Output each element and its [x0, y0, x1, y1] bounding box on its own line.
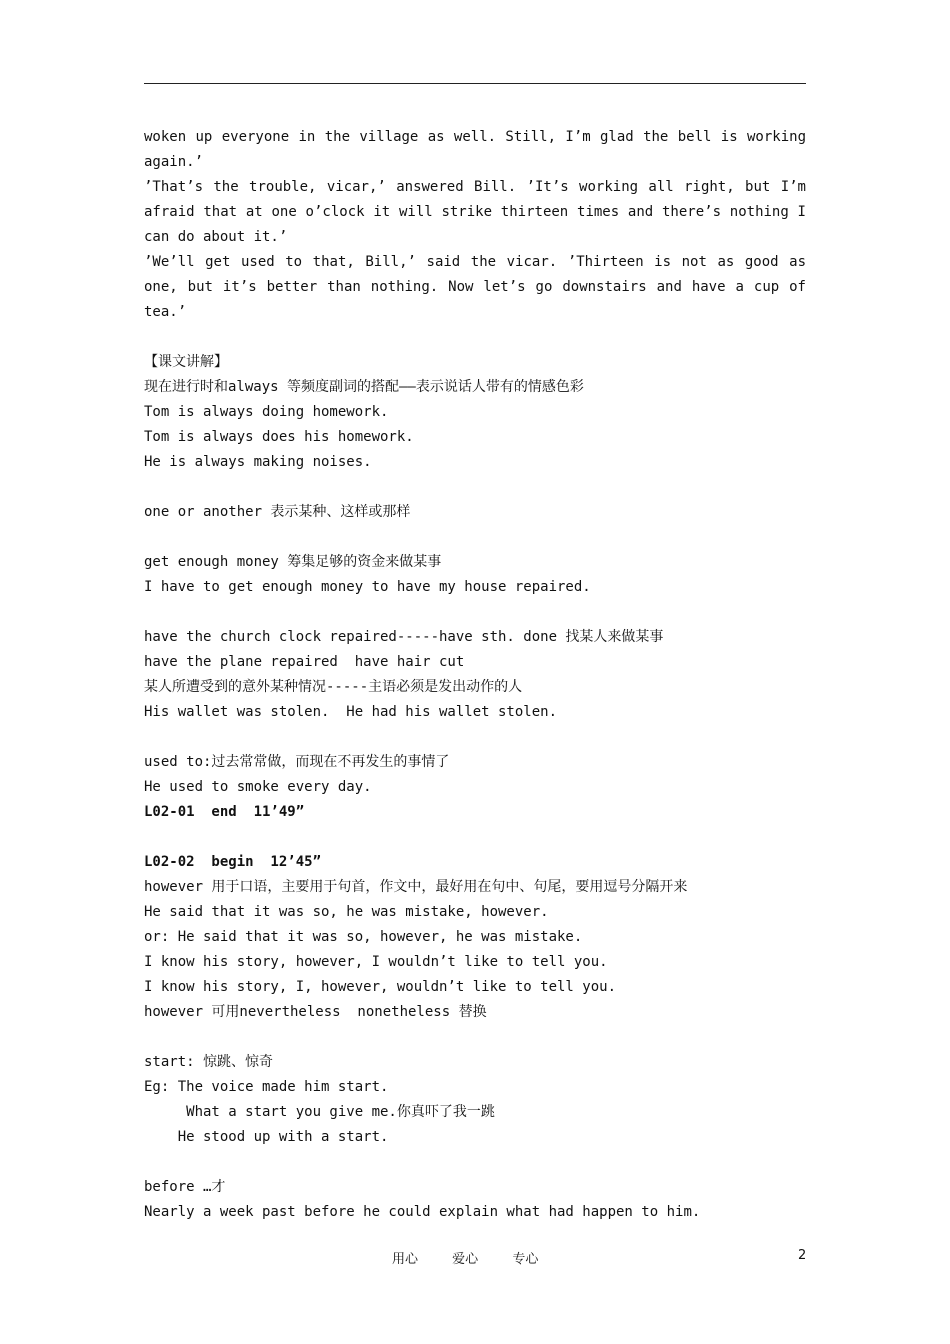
text-line: woken up everyone in the village as well. Still, I’m glad the bell is working — [144, 129, 806, 145]
blank-line — [144, 525, 806, 550]
footer-motto-1: 用心 — [392, 1252, 419, 1267]
text-line: used to:过去常常做，而现在不再发生的事情了 — [144, 754, 450, 770]
text-line: again.’ — [144, 154, 204, 170]
section-marker: L02-01 end 11’49” — [144, 804, 305, 820]
blank-line — [144, 475, 806, 500]
text-line: have the plane repaired have hair cut — [144, 654, 465, 670]
header-rule — [144, 83, 806, 84]
text-line: or: He said that it was so, however, he was mistake. — [144, 929, 583, 945]
page-number: 2 — [798, 1248, 807, 1263]
text-line: He is always making noises. — [144, 454, 372, 470]
footer-motto-2: 爱心 — [452, 1252, 479, 1267]
text-line: get enough money 筹集足够的资金来做某事 — [144, 554, 442, 570]
text-line: however 可用nevertheless nonetheless 替换 — [144, 1004, 487, 1020]
text-line: Tom is always does his homework. — [144, 429, 414, 445]
footer-motto — [392, 1248, 568, 1267]
text-line: He said that it was so, he was mistake, however. — [144, 904, 549, 920]
footer-motto-3: 专心 — [512, 1252, 539, 1267]
text-line: His wallet was stolen. He had his wallet stolen. — [144, 704, 558, 720]
text-line: one, but it’s better than nothing. Now let’s go downstairs and have a cup of — [144, 279, 806, 295]
blank-line — [144, 1150, 806, 1175]
text-line: however 用于口语，主要用于句首，作文中，最好用在句中、句尾，要用逗号分隔开来 — [144, 879, 688, 895]
text-line: start: 惊跳、惊奇 — [144, 1054, 274, 1070]
document-body — [144, 125, 806, 1225]
text-line: He stood up with a start. — [144, 1129, 389, 1145]
text-line: have the church clock repaired-----have sth. done 找某人来做某事 — [144, 629, 664, 645]
blank-line — [144, 325, 806, 350]
text-line: Eg: The voice made him start. — [144, 1079, 389, 1095]
blank-line — [144, 1025, 806, 1050]
text-line: ’That’s the trouble, vicar,’ answered Bill. ’It’s working all right, but I’m — [144, 179, 806, 195]
blank-line — [144, 725, 806, 750]
text-line: 某人所遭受到的意外某种情况-----主语必须是发出动作的人 — [144, 679, 523, 695]
text-line: I know his story, however, I wouldn’t like to tell you. — [144, 954, 608, 970]
text-line: What a start you give me.你真吓了我一跳 — [144, 1104, 495, 1120]
text-line: I know his story, I, however, wouldn’t like to tell you. — [144, 979, 617, 995]
text-line: He used to smoke every day. — [144, 779, 372, 795]
blank-line — [144, 600, 806, 625]
text-line: can do about it.’ — [144, 229, 288, 245]
text-line: before …才 — [144, 1179, 226, 1195]
blank-line — [144, 825, 806, 850]
text-line: Tom is always doing homework. — [144, 404, 389, 420]
text-line: one or another 表示某种、这样或那样 — [144, 504, 411, 520]
page-footer — [0, 1248, 950, 1268]
text-line: 【课文讲解】 — [144, 354, 228, 370]
text-line: ’We’ll get used to that, Bill,’ said the vicar. ’Thirteen is not as good as — [144, 254, 806, 270]
section-marker: L02-02 begin 12’45” — [144, 854, 322, 870]
text-line: tea.’ — [144, 304, 187, 320]
text-line: I have to get enough money to have my house repaired. — [144, 579, 591, 595]
text-line: afraid that at one o’clock it will strike thirteen times and there’s nothing I — [144, 204, 806, 220]
text-line: 现在进行时和always 等频度副词的搭配——表示说话人带有的情感色彩 — [144, 379, 584, 395]
text-line: Nearly a week past before he could explain what had happen to him. — [144, 1204, 701, 1220]
